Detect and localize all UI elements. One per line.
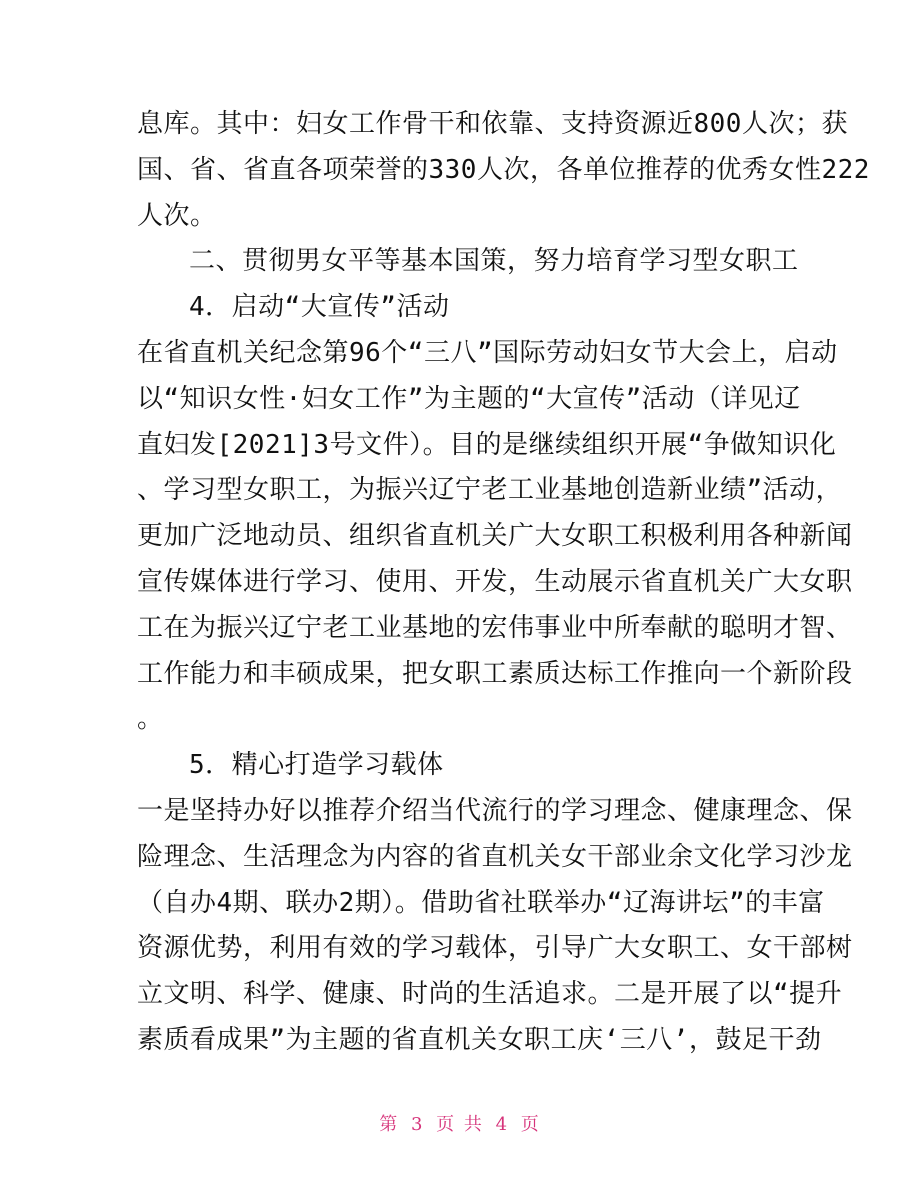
text-line: 宣传媒体进行学习、使用、开发，生动展示省直机关广大女职 <box>137 566 853 597</box>
subsection-heading: 5．精心打造学习载体 <box>189 750 444 781</box>
text-line: 人次。 <box>137 200 217 231</box>
text-line: 国、省、省直各项荣誉的330人次，各单位推荐的优秀女性222 <box>137 154 870 185</box>
section-heading: 二、贯彻男女平等基本国策，努力培育学习型女职工 <box>189 246 799 277</box>
text-line: 更加广泛地动员、组织省直机关广大女职工积极利用各种新闻 <box>137 521 853 552</box>
text-line: 息库。其中：妇女工作骨干和依靠、支持资源近800人次；获 <box>137 109 848 139</box>
text-line: 。 <box>137 704 164 735</box>
text-line: 立文明、科学、健康、时尚的生活追求。二是开展了以“提升 <box>137 979 843 1010</box>
text-line: 工在为振兴辽宁老工业基地的宏伟事业中所奉献的聪明才智、 <box>137 612 853 643</box>
text-line: 在省直机关纪念第96个“三八”国际劳动妇女节大会上，启动 <box>137 337 838 368</box>
footer-mid: 页 共 <box>436 1114 484 1135</box>
text-line: 素质看成果”为主题的省直机关女职工庆‘三八’，鼓足干劲 <box>137 1024 822 1055</box>
text-line: 资源优势，利用有效的学习载体，引导广大女职工、女干部树 <box>137 933 853 964</box>
text-line: 直妇发[2021]3号文件）。目的是继续组织开展“争做知识化 <box>137 429 837 460</box>
footer-prefix: 第 <box>379 1114 400 1135</box>
body-text <box>137 102 870 1064</box>
footer-total-pages: 4 <box>495 1114 510 1135</box>
subsection-heading: 4．启动“大宣传”活动 <box>189 292 450 323</box>
text-line: 一是坚持办好以推荐介绍当代流行的学习理念、健康理念、保 <box>137 795 853 826</box>
text-line: 以“知识女性·妇女工作”为主题的“大宣传”活动（详见辽 <box>137 383 801 414</box>
page-footer <box>0 1110 920 1136</box>
text-line: 工作能力和丰硕成果，把女职工素质达标工作推向一个新阶段 <box>137 658 853 689</box>
text-line: 险理念、生活理念为内容的省直机关女干部业余文化学习沙龙 <box>137 841 853 872</box>
text-line: （自办4期、联办2期）。借助省社联举办“辽海讲坛”的丰富 <box>137 887 825 918</box>
footer-suffix: 页 <box>520 1114 541 1135</box>
text-line: 、学习型女职工，为振兴辽宁老工业基地创造新业绩”活动， <box>137 475 843 506</box>
footer-current-page: 3 <box>410 1114 425 1135</box>
